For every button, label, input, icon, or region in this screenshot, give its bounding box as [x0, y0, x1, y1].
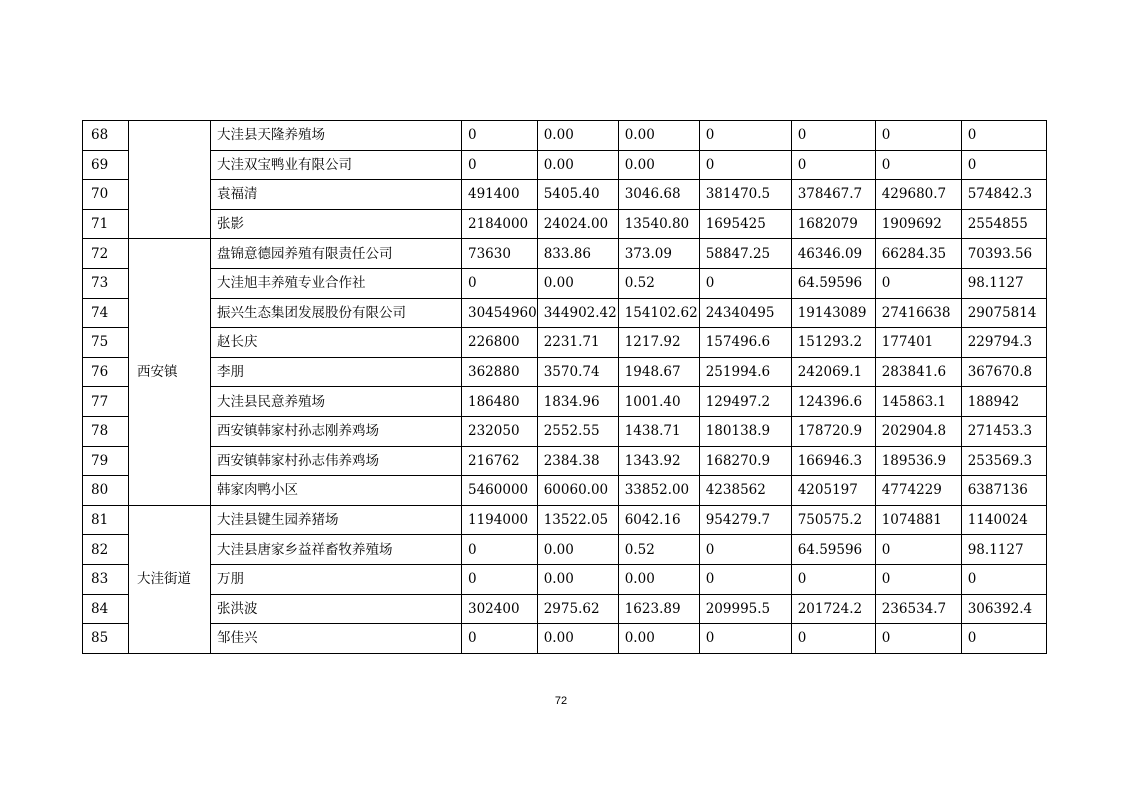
value-cell: 3570.74 — [537, 357, 618, 387]
name-cell: 大洼县民意养殖场 — [211, 387, 462, 417]
value-cell: 73630 — [462, 239, 538, 269]
value-cell: 0.00 — [537, 121, 618, 151]
value-cell: 0 — [462, 624, 538, 654]
table-row — [83, 150, 1047, 180]
row-index-cell: 78 — [83, 416, 129, 446]
value-cell: 0.00 — [618, 121, 699, 151]
value-cell: 1217.92 — [618, 328, 699, 358]
value-cell: 60060.00 — [537, 476, 618, 506]
table-row — [83, 180, 1047, 210]
value-cell: 157496.6 — [699, 328, 791, 358]
value-cell: 367670.8 — [961, 357, 1046, 387]
value-cell: 202904.8 — [875, 416, 961, 446]
row-index-cell: 81 — [83, 505, 129, 535]
value-cell: 168270.9 — [699, 446, 791, 476]
value-cell: 0 — [791, 150, 875, 180]
table-row — [83, 624, 1047, 654]
value-cell: 2554855 — [961, 209, 1046, 239]
name-cell: 大洼县键生园养猪场 — [211, 505, 462, 535]
value-cell: 0 — [961, 121, 1046, 151]
value-cell: 0 — [875, 121, 961, 151]
value-cell: 0.52 — [618, 268, 699, 298]
value-cell: 5405.40 — [537, 180, 618, 210]
value-cell: 145863.1 — [875, 387, 961, 417]
value-cell: 0 — [462, 535, 538, 565]
row-index-cell: 85 — [83, 624, 129, 654]
value-cell: 232050 — [462, 416, 538, 446]
value-cell: 0.00 — [537, 268, 618, 298]
value-cell: 33852.00 — [618, 476, 699, 506]
value-cell: 236534.7 — [875, 594, 961, 624]
name-cell: 盘锦意德园养殖有限责任公司 — [211, 239, 462, 269]
name-cell: 西安镇韩家村孙志刚养鸡场 — [211, 416, 462, 446]
page-number: 72 — [554, 695, 568, 707]
name-cell: 大洼旭丰养殖专业合作社 — [211, 268, 462, 298]
name-cell: 万朋 — [211, 564, 462, 594]
value-cell: 1948.67 — [618, 357, 699, 387]
row-index-cell: 71 — [83, 209, 129, 239]
value-cell: 0 — [875, 268, 961, 298]
table-row — [83, 446, 1047, 476]
value-cell: 124396.6 — [791, 387, 875, 417]
value-cell: 180138.9 — [699, 416, 791, 446]
value-cell: 177401 — [875, 328, 961, 358]
value-cell: 4205197 — [791, 476, 875, 506]
value-cell: 0.00 — [537, 564, 618, 594]
name-cell: 张洪波 — [211, 594, 462, 624]
value-cell: 178720.9 — [791, 416, 875, 446]
table-row — [83, 268, 1047, 298]
value-cell: 98.1127 — [961, 268, 1046, 298]
town-cell — [129, 121, 211, 239]
value-cell: 154102.62 — [618, 298, 699, 328]
value-cell: 0 — [875, 535, 961, 565]
row-index-cell: 79 — [83, 446, 129, 476]
value-cell: 13540.80 — [618, 209, 699, 239]
value-cell: 2552.55 — [537, 416, 618, 446]
value-cell: 0 — [791, 624, 875, 654]
value-cell: 6042.16 — [618, 505, 699, 535]
value-cell: 271453.3 — [961, 416, 1046, 446]
value-cell: 46346.09 — [791, 239, 875, 269]
value-cell: 0.00 — [537, 150, 618, 180]
value-cell: 27416638 — [875, 298, 961, 328]
value-cell: 362880 — [462, 357, 538, 387]
town-cell: 西安镇 — [129, 239, 211, 505]
value-cell: 186480 — [462, 387, 538, 417]
value-cell: 1834.96 — [537, 387, 618, 417]
value-cell: 188942 — [961, 387, 1046, 417]
value-cell: 750575.2 — [791, 505, 875, 535]
value-cell: 0 — [875, 564, 961, 594]
value-cell: 491400 — [462, 180, 538, 210]
value-cell: 2184000 — [462, 209, 538, 239]
value-cell: 251994.6 — [699, 357, 791, 387]
name-cell: 西安镇韩家村孙志伟养鸡场 — [211, 446, 462, 476]
name-cell: 袁福清 — [211, 180, 462, 210]
value-cell: 1438.71 — [618, 416, 699, 446]
row-index-cell: 74 — [83, 298, 129, 328]
value-cell: 0 — [462, 121, 538, 151]
value-cell: 283841.6 — [875, 357, 961, 387]
value-cell: 0 — [462, 564, 538, 594]
table-row — [83, 476, 1047, 506]
value-cell: 98.1127 — [961, 535, 1046, 565]
value-cell: 373.09 — [618, 239, 699, 269]
value-cell: 3046.68 — [618, 180, 699, 210]
value-cell: 954279.7 — [699, 505, 791, 535]
table-row — [83, 121, 1047, 151]
value-cell: 226800 — [462, 328, 538, 358]
value-cell: 64.59596 — [791, 535, 875, 565]
value-cell: 66284.35 — [875, 239, 961, 269]
name-cell: 大洼县唐家乡益祥畜牧养殖场 — [211, 535, 462, 565]
value-cell: 0 — [699, 150, 791, 180]
value-cell: 151293.2 — [791, 328, 875, 358]
value-cell: 24340495 — [699, 298, 791, 328]
name-cell: 振兴生态集团发展股份有限公司 — [211, 298, 462, 328]
value-cell: 229794.3 — [961, 328, 1046, 358]
value-cell: 29075814 — [961, 298, 1046, 328]
value-cell: 2231.71 — [537, 328, 618, 358]
value-cell: 0 — [961, 564, 1046, 594]
value-cell: 0.00 — [618, 564, 699, 594]
value-cell: 129497.2 — [699, 387, 791, 417]
value-cell: 19143089 — [791, 298, 875, 328]
value-cell: 2384.38 — [537, 446, 618, 476]
value-cell: 1909692 — [875, 209, 961, 239]
table-body — [83, 121, 1047, 654]
row-index-cell: 73 — [83, 268, 129, 298]
value-cell: 344902.42 — [537, 298, 618, 328]
row-index-cell: 84 — [83, 594, 129, 624]
value-cell: 574842.3 — [961, 180, 1046, 210]
value-cell: 1695425 — [699, 209, 791, 239]
value-cell: 209995.5 — [699, 594, 791, 624]
value-cell: 253569.3 — [961, 446, 1046, 476]
value-cell: 13522.05 — [537, 505, 618, 535]
value-cell: 1194000 — [462, 505, 538, 535]
name-cell: 韩家肉鸭小区 — [211, 476, 462, 506]
value-cell: 0 — [699, 535, 791, 565]
value-cell: 0 — [791, 564, 875, 594]
row-index-cell: 80 — [83, 476, 129, 506]
value-cell: 4774229 — [875, 476, 961, 506]
value-cell: 0 — [699, 624, 791, 654]
name-cell: 赵长庆 — [211, 328, 462, 358]
row-index-cell: 72 — [83, 239, 129, 269]
value-cell: 1140024 — [961, 505, 1046, 535]
value-cell: 378467.7 — [791, 180, 875, 210]
name-cell: 邹佳兴 — [211, 624, 462, 654]
value-cell: 0.00 — [537, 535, 618, 565]
data-table — [82, 120, 1047, 654]
value-cell: 1001.40 — [618, 387, 699, 417]
table-row — [83, 416, 1047, 446]
value-cell: 189536.9 — [875, 446, 961, 476]
value-cell: 242069.1 — [791, 357, 875, 387]
value-cell: 5460000 — [462, 476, 538, 506]
row-index-cell: 77 — [83, 387, 129, 417]
value-cell: 0 — [699, 121, 791, 151]
value-cell: 0 — [961, 150, 1046, 180]
table-row — [83, 209, 1047, 239]
value-cell: 0 — [875, 150, 961, 180]
value-cell: 0 — [699, 268, 791, 298]
table-row — [83, 594, 1047, 624]
value-cell: 0.00 — [537, 624, 618, 654]
row-index-cell: 75 — [83, 328, 129, 358]
value-cell: 302400 — [462, 594, 538, 624]
row-index-cell: 82 — [83, 535, 129, 565]
row-index-cell: 83 — [83, 564, 129, 594]
value-cell: 216762 — [462, 446, 538, 476]
value-cell: 1682079 — [791, 209, 875, 239]
name-cell: 大洼县天隆养殖场 — [211, 121, 462, 151]
value-cell: 0 — [462, 268, 538, 298]
value-cell: 0 — [699, 564, 791, 594]
town-cell: 大洼街道 — [129, 505, 211, 653]
value-cell: 1343.92 — [618, 446, 699, 476]
value-cell: 306392.4 — [961, 594, 1046, 624]
table-row — [83, 328, 1047, 358]
value-cell: 0.00 — [618, 624, 699, 654]
value-cell: 4238562 — [699, 476, 791, 506]
table-row — [83, 564, 1047, 594]
value-cell: 70393.56 — [961, 239, 1046, 269]
value-cell: 6387136 — [961, 476, 1046, 506]
name-cell: 李朋 — [211, 357, 462, 387]
value-cell: 0 — [961, 624, 1046, 654]
value-cell: 429680.7 — [875, 180, 961, 210]
value-cell: 64.59596 — [791, 268, 875, 298]
row-index-cell: 68 — [83, 121, 129, 151]
row-index-cell: 70 — [83, 180, 129, 210]
value-cell: 24024.00 — [537, 209, 618, 239]
name-cell: 大洼双宝鸭业有限公司 — [211, 150, 462, 180]
value-cell: 0 — [791, 121, 875, 151]
table-row — [83, 535, 1047, 565]
table-row — [83, 505, 1047, 535]
value-cell: 58847.25 — [699, 239, 791, 269]
value-cell: 0.52 — [618, 535, 699, 565]
value-cell: 1623.89 — [618, 594, 699, 624]
value-cell: 1074881 — [875, 505, 961, 535]
table-row — [83, 239, 1047, 269]
value-cell: 0 — [875, 624, 961, 654]
table-row — [83, 387, 1047, 417]
value-cell: 166946.3 — [791, 446, 875, 476]
value-cell: 201724.2 — [791, 594, 875, 624]
table-row — [83, 298, 1047, 328]
value-cell: 0.00 — [618, 150, 699, 180]
value-cell: 2975.62 — [537, 594, 618, 624]
table-row — [83, 357, 1047, 387]
row-index-cell: 76 — [83, 357, 129, 387]
value-cell: 0 — [462, 150, 538, 180]
name-cell: 张影 — [211, 209, 462, 239]
value-cell: 30454960 — [462, 298, 538, 328]
value-cell: 381470.5 — [699, 180, 791, 210]
value-cell: 833.86 — [537, 239, 618, 269]
row-index-cell: 69 — [83, 150, 129, 180]
